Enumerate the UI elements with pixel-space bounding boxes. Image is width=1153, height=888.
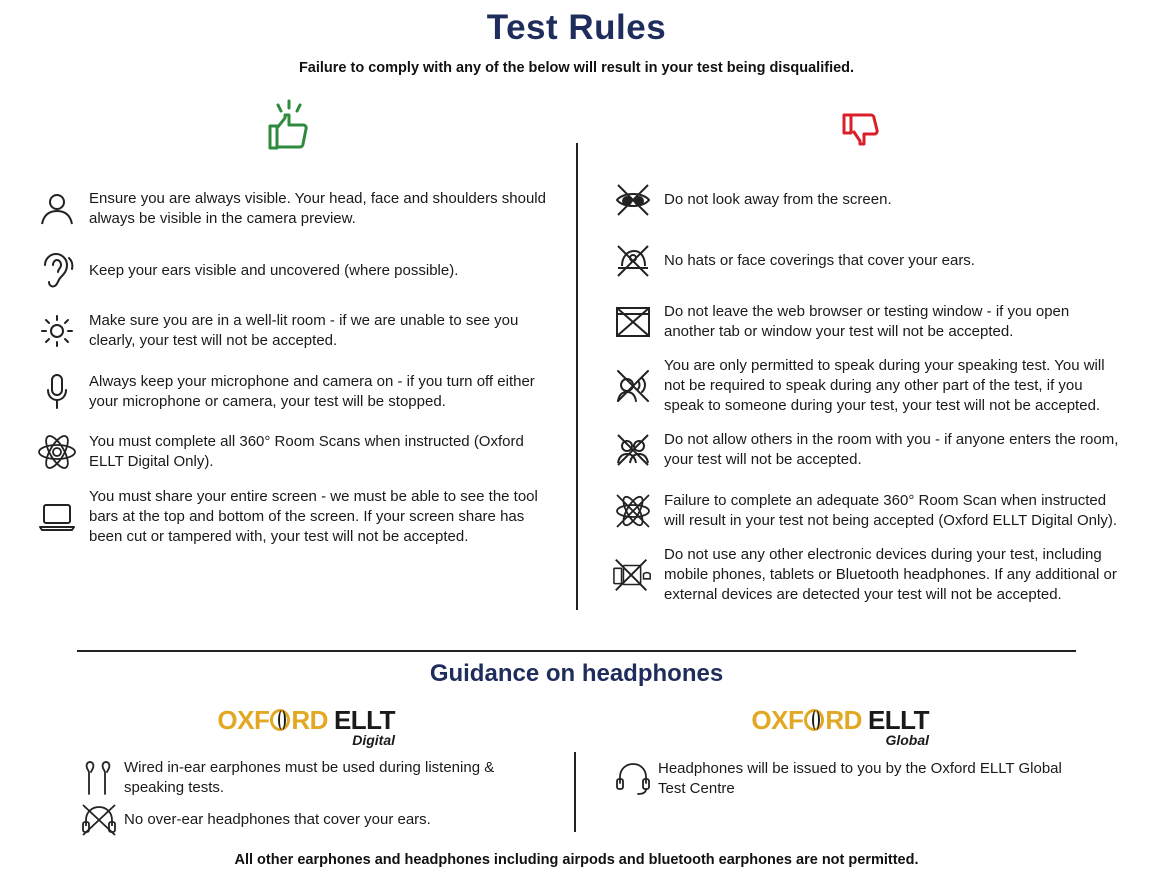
no-over-ear-headphones-icon (80, 802, 118, 838)
rule-text: No over-ear headphones that cover your ears. (124, 811, 431, 828)
thumbs-down-icon (842, 112, 882, 155)
rule-text: Wired in-ear earphones must be used during listening & speaking tests. (124, 759, 495, 796)
page-subtitle: Failure to comply with any of the below will result in your test being disqualified. (298, 60, 855, 76)
person-icon (36, 192, 78, 226)
headphones-divider (574, 752, 576, 832)
dont-rule (612, 356, 1124, 416)
global-headphone-rule (614, 759, 1074, 799)
dont-rule (612, 242, 1124, 280)
rule-text: Do not allow others in the room with you - if anyone enters the room, your test will not be accepted. (664, 431, 1119, 468)
rule-text: Do not look away from the screen. (664, 191, 892, 208)
headphones-footer-note: All other earphones and headphones including airpods and bluetooth earphones are not permitted. (234, 852, 919, 868)
logo-text-ellt: ELLT (333, 705, 395, 735)
column-divider (576, 143, 578, 610)
rule-text: Keep your ears visible and uncovered (where possible). (89, 262, 459, 279)
earphones-icon (80, 759, 118, 797)
do-rule (36, 252, 546, 290)
logo-text-oxf: OXF (751, 705, 804, 735)
logo-text-rd: RD (825, 705, 862, 735)
logo-sub-label: Global (885, 732, 929, 748)
rule-text: No hats or face coverings that cover your ears. (664, 252, 975, 269)
no-browser-leave-icon (612, 303, 654, 341)
logo-sub-label: Digital (352, 732, 395, 748)
globe-icon (270, 709, 290, 731)
dont-rule (612, 302, 1124, 342)
dont-rule (612, 545, 1124, 605)
logo-text-oxf: OXF (217, 705, 270, 735)
section-divider (77, 650, 1076, 652)
digital-headphone-rule (80, 758, 520, 798)
no-hat-icon (612, 242, 654, 280)
headphones-section-title: Guidance on headphones (429, 660, 724, 687)
rule-text: You must complete all 360° Room Scans when instructed (Oxford ELLT Digital Only). (89, 433, 524, 470)
do-rule (36, 487, 546, 547)
do-rule (36, 189, 546, 229)
dont-rule (612, 430, 1124, 470)
no-look-away-icon (612, 181, 654, 219)
do-rule (36, 372, 546, 412)
do-rule (36, 432, 546, 472)
rule-text: Ensure you are always visible. Your head, face and shoulders should always be visible in the camera preview. (89, 190, 546, 227)
dont-rule (612, 491, 1124, 531)
rule-text: You must share your entire screen - we must be able to see the tool bars at the top and bottom of the screen. If your screen share has been cut or tampered with, your test will not be accepted. (89, 488, 538, 545)
rule-text: Make sure you are in a well-lit room - if we are unable to see you clearly, your test will not be accepted. (89, 312, 519, 349)
rule-text: Headphones will be issued to you by the Oxford ELLT Global Test Centre (658, 760, 1062, 797)
no-others-icon (612, 431, 654, 469)
microphone-icon (36, 373, 78, 411)
headset-icon (614, 761, 652, 797)
do-rule (36, 311, 546, 351)
ear-icon (36, 252, 78, 290)
thumbs-up-icon (266, 98, 312, 157)
rule-text: You are only permitted to speak during your speaking test. You will not be required to speak during any other part of the test, if you speak to someone during your test, your test will not be accepted. (664, 357, 1105, 414)
oxford-ellt-global-logo (751, 705, 929, 748)
no-speaking-icon (612, 367, 654, 405)
room-scan-icon (36, 432, 78, 472)
rule-text: Failure to complete an adequate 360° Room Scan when instructed will result in your test not being accepted (Oxford ELLT Digital Only). (664, 492, 1117, 529)
rule-text: Do not use any other electronic devices during your test, including mobile phones, tablets or Bluetooth headphones. If any additional or external devices are detected your test will not be accepted. (664, 546, 1117, 603)
rule-text: Always keep your microphone and camera on - if you turn off either your microphone or camera, your test will be stopped. (89, 373, 535, 410)
rule-text: Do not leave the web browser or testing window - if you open another tab or window your test will not be accepted. (664, 303, 1070, 340)
dont-rule (612, 181, 1124, 219)
globe-icon (804, 709, 824, 731)
no-room-scan-icon (612, 492, 654, 530)
logo-text-ellt: ELLT (867, 705, 929, 735)
sun-icon (36, 313, 78, 349)
laptop-icon (36, 502, 78, 532)
oxford-ellt-digital-logo (217, 705, 395, 748)
logo-text-rd: RD (291, 705, 328, 735)
no-devices-icon (612, 556, 654, 594)
digital-headphone-rule (80, 802, 520, 838)
page-title: Test Rules (486, 8, 667, 47)
